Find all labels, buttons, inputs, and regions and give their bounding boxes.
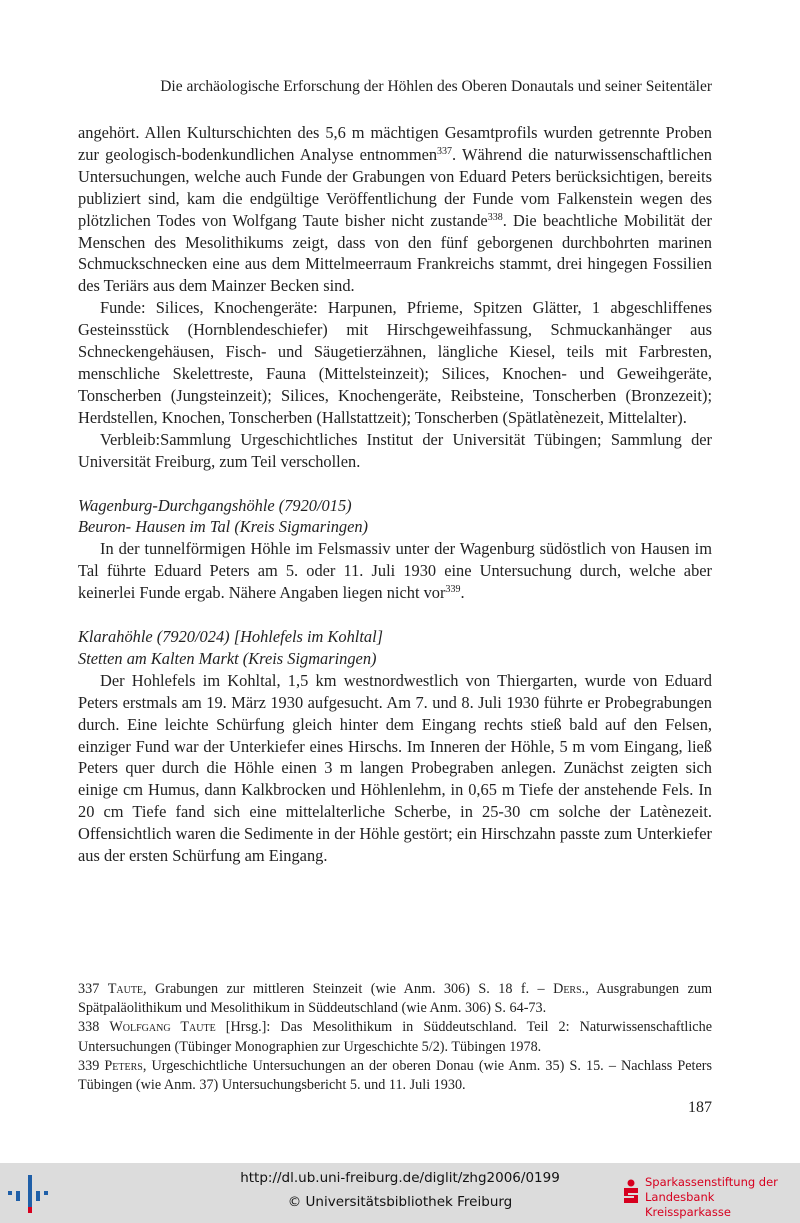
footnote-text: , Grabungen zur mittleren Steinzeit (wie Anm. 306) S. 18 f. –	[143, 981, 554, 997]
footnote-text: , Ausgrabungen zum Spätpaläolithikum und Mesolithikum in Süddeutschland (wie Anm. 306) S. 64-73.	[78, 981, 713, 1017]
section-paragraph	[78, 538, 712, 604]
section-title: Klarahöhle (7920/024) [Hohlefels im Kohltal]	[78, 627, 384, 647]
footnote-338	[78, 1018, 712, 1056]
paragraph-text: angehört. Allen Kulturschichten des 5,6 m mächtigen Gesamtprofils wurden getrennte Proben zur geologisch-bodenkundlichen Analyse entnommen	[78, 123, 712, 164]
footnote-number: 337	[78, 981, 100, 997]
viewer-footer	[0, 1163, 800, 1223]
footnote-ref[interactable]: 338	[487, 211, 503, 223]
footnote-author: Ders.	[553, 981, 586, 997]
footnote-number: 339	[78, 1057, 100, 1074]
footnote-text: , Urgeschichtliche Untersuchungen an der oberen Donau (wie Anm. 35) S. 15. – Nachlass Peters Tübingen (wie Anm. 37) Untersuchungsbericht 5. und 11. Juli 1930.	[78, 1057, 713, 1094]
section-location: Beuron- Hausen im Tal (Kreis Sigmaringen)	[78, 517, 369, 537]
copyright-notice: © Universitätsbibliothek Freiburg	[287, 1194, 513, 1210]
footnote-author: Wolfgang Taute	[109, 1019, 216, 1036]
sponsor-text	[645, 1175, 800, 1220]
footnote-number: 338	[78, 1019, 100, 1036]
main-text	[78, 122, 712, 867]
sponsor-line: Landesbank Kreissparkasse	[645, 1190, 731, 1219]
section-paragraph: Der Hohlefels im Kohltal, 1,5 km westnordwestlich von Thiergarten, wurde von Eduard Peters erstmals am 19. März 1930 aufgesucht. Am 7. und 8. Juli 1930 führte er Probegrabungen durch. Eine leichte Schürfung gleich hinter dem Eingang rechts stieß bald auf den Felsen, einziger Fund war der Unterkiefer eines Hirschs. Im Inneren der Höhle, 5 m vom Eingang, ließ Peters quer durch die Höhle einen 3 m langen Probegraben anlegen. Zunächst zeigten sich einige cm Humus, dann Kalkbrocken und Höhlenlehm, in 0,65 m Tiefe der anstehende Fels. In 20 cm Tiefe fand sich eine mittelalterliche Scherbe, in 25-30 cm solche der Latènezeit. Offensichtlich waren die Sedimente in der Höhle gestört; ein Hirschzahn passte zum Unterkiefer aus der ersten Schürfung am Eingang.	[78, 670, 712, 866]
sponsor-line: Sparkassenstiftung der	[645, 1175, 778, 1189]
library-logo-icon[interactable]	[8, 1173, 52, 1215]
footnote-339	[78, 1057, 712, 1095]
footnote-author: Taute	[107, 981, 144, 997]
section-gap	[78, 604, 712, 626]
section-location: Stetten am Kalten Markt (Kreis Sigmaringen)	[78, 648, 377, 668]
permalink[interactable]: http://dl.ub.uni-freiburg.de/diglit/zhg2006/0199	[240, 1170, 560, 1186]
paragraph-1	[78, 122, 712, 297]
section-gap	[78, 473, 712, 495]
footnote-ref[interactable]: 339	[445, 584, 461, 596]
footnote-author: Peters	[104, 1057, 143, 1074]
sparkasse-logo-icon	[620, 1179, 642, 1205]
footnotes	[78, 980, 712, 1095]
paragraph-text: .	[460, 583, 465, 603]
page-number: 187	[688, 1099, 712, 1116]
paragraph-finds: Funde: Silices, Knochengeräte: Harpunen, Pfrieme, Spitzen Glätter, 1 abgeschliffenes Gesteinsstück (Hornblendeschiefer) mit Hirschgeweihfassung, Schmuckanhänger aus Schneckengehäusen, Fisch- und Säugetierzähnen, längliche Kiesel, teils mit Farbresten, menschliche Skelettreste, Fauna (Mittelsteinzeit); Silices, Knochen- und Geweihgeräte, Tonscherben (Jungsteinzeit); Silices, Knochengeräte, Reibsteine, Tonscherben (Bronzezeit); Herdstellen, Knochen, Tonscherben (Hallstattzeit); Tonscherben (Spätlatènezeit, Mittelalter).	[78, 298, 712, 427]
footnote-337	[78, 980, 712, 1018]
paragraph-text: In der tunnelförmigen Höhle im Felsmassiv unter der Wagenburg südöstlich von Hausen im Tal führte Eduard Peters am 5. oder 11. Juli 1930 eine Untersuchung durch, welche aber keinerlei Funde ergab. Nähere Angaben liegen nicht vor	[78, 539, 712, 603]
running-head: Die archäologische Erforschung der Höhlen des Oberen Donautals und seiner Seitentäler	[160, 78, 712, 95]
paragraph-storage: Verbleib:Sammlung Urgeschichtliches Institut der Universität Tübingen; Sammlung der Universität Freiburg, zum Teil verschollen.	[78, 429, 712, 471]
footnote-ref[interactable]: 337	[437, 145, 453, 157]
paragraph-text: . Die beachtliche Mobilität der Menschen des Mesolithikums zeigt, dass von den fünf geborgenen durchbohrten marinen Schmuckschnecken eine aus dem Mittelmeerraum Frankreichs stammt, drei hingegen Fossilien des Teriärs aus dem Mainzer Becken sind.	[78, 210, 712, 296]
paragraph-text: . Während die naturwissenschaftlichen Untersuchungen, welche auch Funde der Grabungen von Eduard Peters berücksichtigen, bereits publiziert sind, kam die endgültige Veröffentlichung der Funde vom Falkenstein wegen des plötzlichen Todes von Wolfgang Taute bisher nicht zustande	[78, 144, 712, 230]
section-title: Wagenburg-Durchgangshöhle (7920/015)	[78, 495, 352, 515]
footnote-text: [Hrsg.]: Das Mesolithikum in Süddeutschland. Teil 2: Naturwissenschaftliche Untersuchungen (Tübinger Monographien zur Urgeschichte 5/2). Tübingen 1978.	[78, 1019, 712, 1055]
